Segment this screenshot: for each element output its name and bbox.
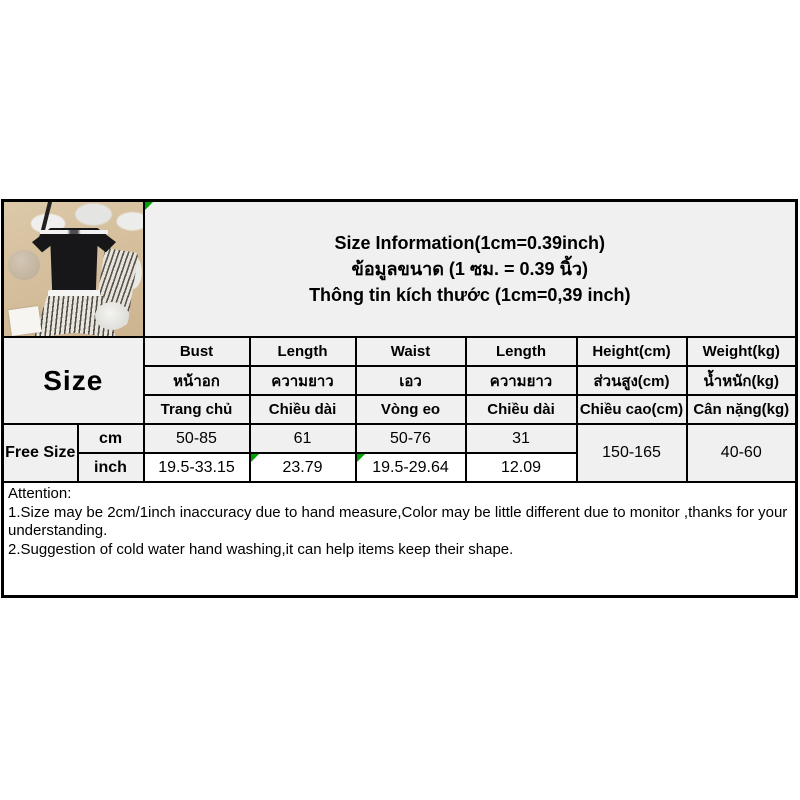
bust-cm-value: 50-85	[144, 424, 250, 453]
title-line-en: Size Information(1cm=0.39inch)	[334, 233, 606, 253]
col-header-bust-en: Bust	[144, 337, 250, 366]
col-header-waist-en: Waist	[356, 337, 466, 366]
col-header-waist-th: เอว	[356, 366, 466, 395]
unit-cm-label: cm	[78, 424, 144, 453]
product-photo-cell	[3, 201, 144, 338]
col-header-height-th: ส่วนสูง(cm)	[577, 366, 687, 395]
col-header-bust-vi: Trang chủ	[144, 395, 250, 424]
length2-cm-value: 31	[466, 424, 577, 453]
title-line-vi: Thông tin kích thước (1cm=0,39 inch)	[309, 285, 631, 305]
attention-note-2: 2.Suggestion of cold water hand washing,it can help items keep their shape.	[8, 540, 514, 558]
col-header-length-th: ความยาว	[250, 366, 356, 395]
white-paper	[8, 306, 41, 336]
col-header-weight-en: Weight(kg)	[687, 337, 797, 366]
round-hat	[8, 250, 40, 280]
col-header-height-vi: Chiều cao(cm)	[577, 395, 687, 424]
length-cm-value: 61	[250, 424, 356, 453]
col-header-length-vi: Chiều dài	[250, 395, 356, 424]
product-photo	[4, 202, 143, 336]
size-header-cell: Size	[3, 337, 144, 424]
shirt-collar-stripe	[40, 230, 108, 234]
bust-inch-value: 19.5-33.15	[144, 453, 250, 482]
attention-note-1: 1.Size may be 2cm/1inch inaccuracy due to hand measure,Color may be little different due to monitor ,thanks for your understanding.	[8, 503, 788, 539]
col-header-waist-vi: Vòng eo	[356, 395, 466, 424]
col-header-length2-th: ความยาว	[466, 366, 577, 395]
weight-value: 40-60	[687, 424, 797, 482]
attention-heading: Attention:	[8, 485, 72, 502]
size-chart-sheet	[1, 199, 795, 598]
col-header-length2-vi: Chiều dài	[466, 395, 577, 424]
title-cell	[144, 201, 797, 338]
plastic-blob	[95, 302, 129, 330]
col-header-length2-en: Length	[466, 337, 577, 366]
height-value: 150-165	[577, 424, 687, 482]
attention-cell	[3, 482, 797, 596]
col-header-weight-vi: Cân nặng(kg)	[687, 395, 797, 424]
col-header-height-en: Height(cm)	[577, 337, 687, 366]
waist-cm-value: 50-76	[356, 424, 466, 453]
col-header-bust-th: หน้าอก	[144, 366, 250, 395]
length-inch-value: 23.79	[250, 453, 356, 482]
waist-inch-value: 19.5-29.64	[356, 453, 466, 482]
col-header-weight-th: น้ำหนัก(kg)	[687, 366, 797, 395]
unit-inch-label: inch	[78, 453, 144, 482]
free-size-label: Free Size	[3, 424, 78, 482]
length2-inch-value: 12.09	[466, 453, 577, 482]
title-line-th: ข้อมูลขนาด (1 ซม. = 0.39 นิ้ว)	[351, 259, 588, 279]
size-table	[1, 199, 798, 598]
col-header-length-en: Length	[250, 337, 356, 366]
